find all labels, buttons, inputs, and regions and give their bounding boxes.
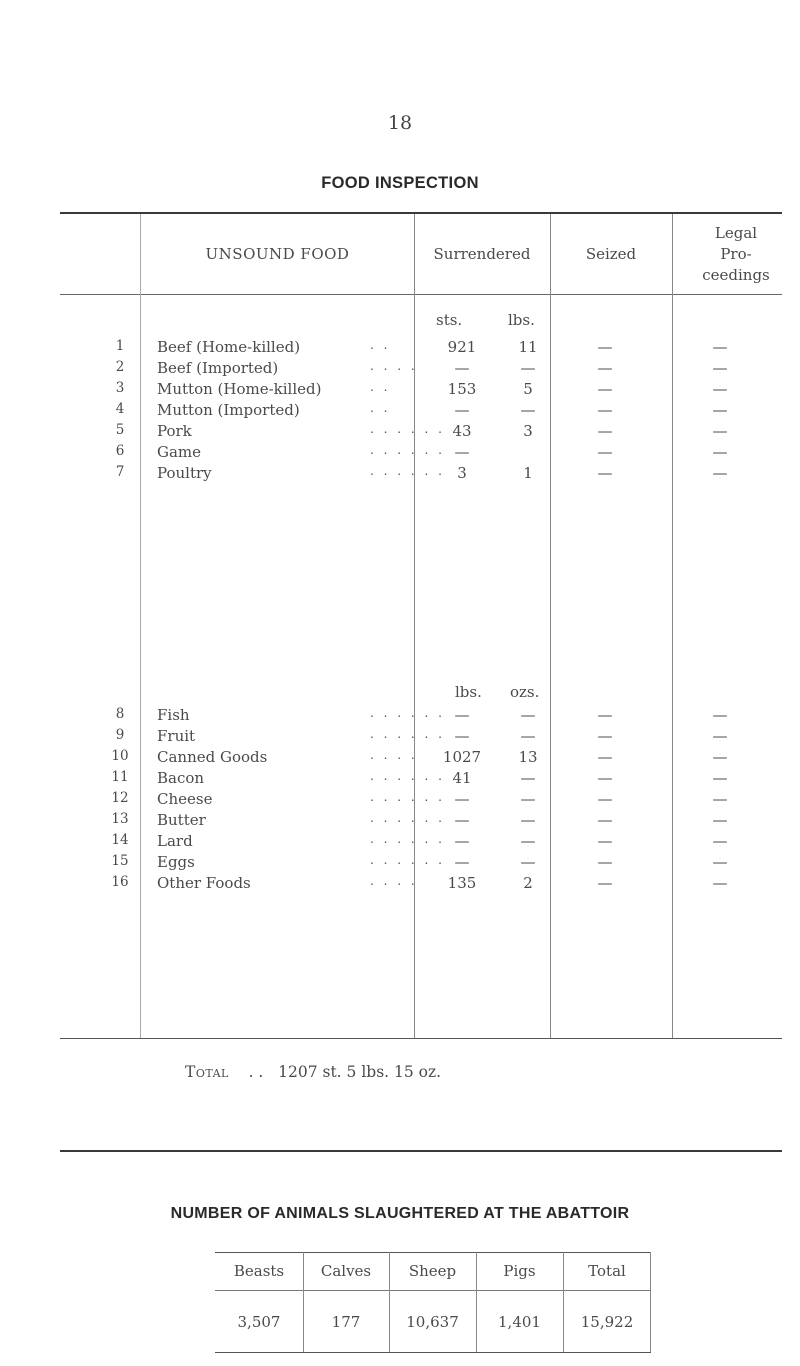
row-number: 8	[115, 706, 125, 722]
seized-value: —	[597, 811, 613, 829]
legal-proceedings-value: —	[712, 832, 728, 850]
table-top-rule	[60, 212, 782, 214]
seized-value: —	[597, 380, 613, 398]
abattoir-header: Pigs	[503, 1262, 536, 1280]
table-row	[0, 727, 800, 747]
leader-dots: . . . . . .	[370, 790, 445, 804]
surrendered-major-value: —	[454, 359, 470, 377]
surrendered-major-value: —	[454, 790, 470, 808]
legal-proceedings-value: —	[712, 727, 728, 745]
surrendered-minor-value: —	[520, 811, 536, 829]
table-row	[0, 464, 800, 484]
legal-proceedings-value: —	[712, 359, 728, 377]
row-number: 2	[115, 359, 125, 375]
leader-dots: . . . . . .	[370, 443, 445, 457]
food-name: Mutton (Imported)	[157, 401, 300, 419]
surrendered-minor-value: —	[520, 359, 536, 377]
column-header-legal-proceedings: Legal Pro- ceedings	[702, 224, 770, 284]
abattoir-value: 3,507	[237, 1313, 281, 1331]
abattoir-value: 1,401	[498, 1313, 541, 1331]
food-name: Lard	[157, 832, 193, 850]
leader-dots: . .	[370, 338, 391, 352]
leader-dots: . . . . . .	[370, 769, 445, 783]
row-number: 5	[115, 422, 125, 438]
food-name: Poultry	[157, 464, 212, 482]
legal-proceedings-value: —	[712, 380, 728, 398]
legal-proceedings-value: —	[712, 706, 728, 724]
table-row	[0, 338, 800, 358]
abattoir-header: Calves	[320, 1262, 372, 1280]
seized-value: —	[597, 464, 613, 482]
table-row	[0, 790, 800, 810]
row-number: 7	[115, 464, 125, 480]
table-row	[0, 359, 800, 379]
legal-proceedings-value: —	[712, 443, 728, 461]
section-divider-rule	[60, 1150, 782, 1152]
leader-dots: . . . . . .	[370, 422, 445, 436]
food-name: Game	[157, 443, 202, 461]
seized-value: —	[597, 359, 613, 377]
legal-proceedings-value: —	[712, 748, 728, 766]
table-row	[0, 401, 800, 421]
table-row	[0, 853, 800, 873]
legal-proceedings-value: —	[712, 401, 728, 419]
surrendered-major-value: 41	[452, 769, 472, 787]
legal-proceedings-value: —	[712, 811, 728, 829]
surrendered-major-value: 153	[447, 380, 477, 398]
table-row	[0, 422, 800, 442]
food-name: Cheese	[157, 790, 213, 808]
row-number: 13	[111, 811, 129, 827]
seized-value: —	[597, 443, 613, 461]
column-header-surrendered: Surrendered	[433, 245, 531, 263]
unit-label-pounds: lbs.	[455, 683, 482, 701]
leader-dots: . . . . . .	[370, 832, 445, 846]
leader-dots: . . . . . .	[370, 706, 445, 720]
surrendered-minor-value: 2	[523, 874, 533, 892]
leader-dots: . .	[370, 380, 391, 394]
surrendered-minor-value: 5	[523, 380, 533, 398]
food-name: Fish	[157, 706, 190, 724]
surrendered-major-value: —	[454, 706, 470, 724]
leader-dots: . . . . . .	[370, 727, 445, 741]
surrendered-minor-value: 11	[518, 338, 538, 356]
food-name: Other Foods	[157, 874, 251, 892]
table-row	[0, 748, 800, 768]
surrendered-minor-value: 3	[523, 422, 533, 440]
row-number: 4	[115, 401, 125, 417]
surrendered-minor-value: —	[520, 706, 536, 724]
abattoir-header: Sheep	[408, 1262, 457, 1280]
leader-dots: . .	[370, 401, 391, 415]
legal-proceedings-value: —	[712, 853, 728, 871]
surrendered-major-value: —	[454, 727, 470, 745]
abattoir-header-rule	[215, 1290, 651, 1291]
table-row	[0, 706, 800, 726]
total-value: 1207 st. 5 lbs. 15 oz.	[278, 1063, 442, 1081]
seized-value: —	[597, 832, 613, 850]
surrendered-major-value: 43	[452, 422, 472, 440]
legal-proceedings-value: —	[712, 422, 728, 440]
row-number: 9	[115, 727, 125, 743]
surrendered-minor-value: —	[520, 727, 536, 745]
food-name: Bacon	[157, 769, 205, 787]
leader-dots: . . . .	[370, 874, 418, 888]
legal-proceedings-value: —	[712, 874, 728, 892]
surrendered-major-value: 1027	[442, 748, 482, 766]
table-row	[0, 811, 800, 831]
food-name: Canned Goods	[157, 748, 268, 766]
surrendered-minor-value: 13	[518, 748, 538, 766]
row-number: 3	[115, 380, 125, 396]
legal-proceedings-value: —	[712, 790, 728, 808]
leader-dots: . . . . . .	[370, 464, 445, 478]
total-line	[185, 1063, 441, 1081]
abattoir-top-rule	[215, 1252, 651, 1253]
table-row	[0, 380, 800, 400]
row-number: 12	[111, 790, 129, 806]
food-name: Beef (Imported)	[157, 359, 279, 377]
abattoir-value: 10,637	[406, 1313, 459, 1331]
abattoir-bottom-rule	[215, 1352, 651, 1353]
column-header-seized: Seized	[585, 245, 637, 263]
page-number: 18	[387, 112, 413, 134]
leader-dots: . . . .	[370, 359, 418, 373]
food-name: Pork	[157, 422, 192, 440]
header-bottom-rule	[60, 294, 782, 295]
legal-proceedings-value: —	[712, 464, 728, 482]
total-label: Total	[185, 1063, 229, 1081]
seized-value: —	[597, 338, 613, 356]
row-number: 11	[111, 769, 129, 785]
surrendered-minor-value: —	[520, 853, 536, 871]
seized-value: —	[597, 874, 613, 892]
abattoir-value: 177	[331, 1313, 361, 1331]
seized-value: —	[597, 422, 613, 440]
surrendered-major-value: 3	[457, 464, 467, 482]
food-name: Fruit	[157, 727, 196, 745]
food-name: Mutton (Home-killed)	[157, 380, 322, 398]
food-name: Butter	[157, 811, 206, 829]
abattoir-value: 15,922	[580, 1313, 634, 1331]
seized-value: —	[597, 401, 613, 419]
surrendered-minor-value: —	[520, 769, 536, 787]
seized-value: —	[597, 853, 613, 871]
surrendered-major-value: —	[454, 832, 470, 850]
food-name: Beef (Home-killed)	[157, 338, 301, 356]
surrendered-minor-value: —	[520, 790, 536, 808]
abattoir-header: Beasts	[233, 1262, 285, 1280]
food-name: Eggs	[157, 853, 195, 871]
surrendered-major-value: 135	[447, 874, 477, 892]
row-number: 14	[111, 832, 129, 848]
row-number: 6	[115, 443, 125, 459]
surrendered-major-value: —	[454, 401, 470, 419]
table-row	[0, 769, 800, 789]
seized-value: —	[597, 748, 613, 766]
leader-dots: . . . . . .	[370, 853, 445, 867]
row-number: 1	[115, 338, 125, 354]
table-bottom-rule	[60, 1038, 782, 1039]
table-row	[0, 443, 800, 463]
surrendered-minor-value: —	[520, 401, 536, 419]
legal-proceedings-value: —	[712, 338, 728, 356]
row-number: 15	[111, 853, 129, 869]
surrendered-major-value: —	[454, 811, 470, 829]
column-header-unsound-food: UNSOUND FOOD	[205, 245, 350, 263]
surrendered-major-value: —	[454, 443, 470, 461]
unit-label-stones: sts.	[436, 311, 463, 329]
unit-label-pounds: lbs.	[508, 311, 535, 329]
abattoir-title: NUMBER OF ANIMALS SLAUGHTERED AT THE ABATTOIR	[170, 1205, 630, 1222]
seized-value: —	[597, 706, 613, 724]
surrendered-minor-value: —	[520, 832, 536, 850]
row-number: 16	[111, 874, 129, 890]
table-row	[0, 874, 800, 894]
row-number: 10	[111, 748, 129, 764]
total-separator: . .	[248, 1063, 264, 1081]
seized-value: —	[597, 727, 613, 745]
surrendered-major-value: 921	[447, 338, 477, 356]
leader-dots: . . . .	[370, 748, 418, 762]
table-row	[0, 832, 800, 852]
abattoir-header: Total	[588, 1262, 626, 1280]
food-inspection-title: FOOD INSPECTION	[321, 174, 479, 192]
legal-proceedings-value: —	[712, 769, 728, 787]
seized-value: —	[597, 769, 613, 787]
seized-value: —	[597, 790, 613, 808]
surrendered-major-value: —	[454, 853, 470, 871]
leader-dots: . . . . . .	[370, 811, 445, 825]
unit-label-ounces: ozs.	[510, 683, 540, 701]
surrendered-minor-value: 1	[523, 464, 533, 482]
